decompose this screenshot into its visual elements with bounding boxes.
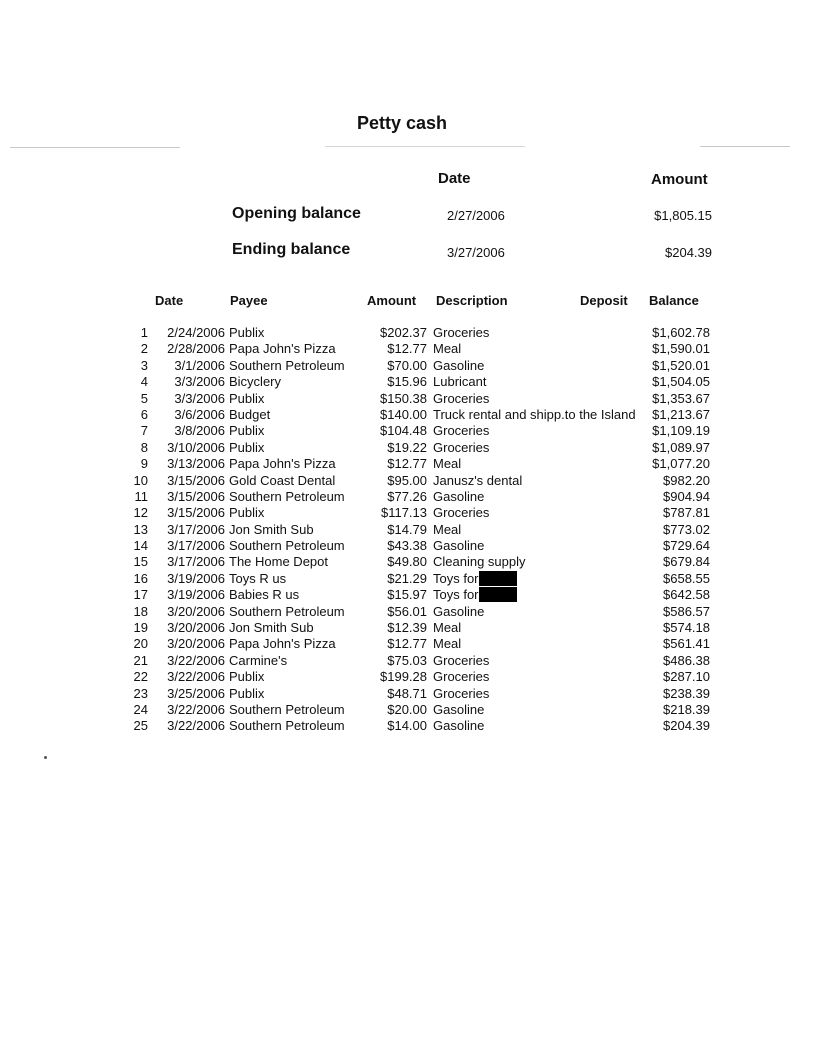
row-amount: $12.77 xyxy=(387,456,427,472)
row-number: 4 xyxy=(140,374,148,390)
column-header-deposit: Deposit xyxy=(580,293,628,308)
row-amount: $104.48 xyxy=(380,423,427,439)
ending-balance-label: Ending balance xyxy=(232,241,351,258)
row-date: 3/17/2006 xyxy=(167,554,225,570)
table-row xyxy=(0,423,816,439)
row-date: 3/22/2006 xyxy=(167,669,225,685)
row-payee: Publix xyxy=(229,439,265,455)
row-amount: $95.00 xyxy=(387,472,427,488)
row-date: 3/17/2006 xyxy=(167,521,225,537)
row-date: 3/19/2006 xyxy=(167,570,225,586)
table-row xyxy=(0,554,816,570)
row-description: Gasoline xyxy=(433,603,485,619)
row-description: Truck rental and shipp.to the Island xyxy=(433,406,636,422)
row-number: 5 xyxy=(140,390,148,406)
row-amount: $12.77 xyxy=(387,341,427,357)
row-balance: $586.57 xyxy=(663,603,710,619)
row-date: 3/22/2006 xyxy=(167,701,225,717)
row-description: Gasoline xyxy=(433,718,485,734)
row-balance: $904.94 xyxy=(663,488,710,504)
row-description: Groceries xyxy=(433,685,490,701)
column-header-date: Date xyxy=(155,293,184,308)
row-description: Groceries xyxy=(433,439,490,455)
table-row xyxy=(0,718,816,734)
row-balance: $729.64 xyxy=(663,538,710,554)
ledger-table xyxy=(0,325,816,735)
row-balance: $773.02 xyxy=(663,521,710,537)
row-payee: Toys R us xyxy=(229,570,287,586)
row-description: Toys for xyxy=(433,571,517,587)
row-balance: $574.18 xyxy=(663,620,710,636)
opening-balance-amount: $1,805.15 xyxy=(654,208,712,223)
row-description: Groceries xyxy=(433,325,490,340)
table-row xyxy=(0,341,816,357)
row-balance: $1,504.05 xyxy=(652,374,710,390)
row-balance: $1,590.01 xyxy=(652,341,710,357)
row-payee: Papa John's Pizza xyxy=(229,456,336,472)
row-balance: $642.58 xyxy=(663,587,710,603)
table-row xyxy=(0,407,816,423)
table-row xyxy=(0,686,816,702)
row-number: 24 xyxy=(133,701,148,717)
redaction-box xyxy=(479,587,517,602)
row-description: Meal xyxy=(433,636,462,652)
row-amount: $12.39 xyxy=(387,620,427,636)
scan-artifact-line xyxy=(700,146,790,147)
row-description: Meal xyxy=(433,341,462,357)
row-date: 2/28/2006 xyxy=(167,341,225,357)
table-row xyxy=(0,325,816,341)
row-balance: $1,602.78 xyxy=(652,325,710,340)
row-description: Groceries xyxy=(433,390,490,406)
row-payee: Southern Petroleum xyxy=(229,718,345,734)
row-number: 25 xyxy=(133,718,148,734)
column-header-balance: Balance xyxy=(649,293,699,308)
row-date: 2/24/2006 xyxy=(167,325,225,340)
summary-date-header: Date xyxy=(438,170,471,187)
row-number: 18 xyxy=(133,603,148,619)
row-date: 3/1/2006 xyxy=(174,357,225,373)
row-payee: Papa John's Pizza xyxy=(229,636,336,652)
row-description: Janusz's dental xyxy=(433,472,523,488)
row-description: Groceries xyxy=(433,652,490,668)
column-header-amount: Amount xyxy=(367,293,417,308)
scan-artifact-line xyxy=(10,147,180,148)
row-description: Meal xyxy=(433,521,462,537)
table-row xyxy=(0,538,816,554)
row-balance: $982.20 xyxy=(663,472,710,488)
row-description: Gasoline xyxy=(433,357,485,373)
row-number: 7 xyxy=(140,423,148,439)
row-number: 15 xyxy=(133,554,148,570)
page-title: Petty cash xyxy=(356,113,448,133)
row-number: 10 xyxy=(133,472,148,488)
row-amount: $14.79 xyxy=(387,521,427,537)
row-amount: $75.03 xyxy=(387,652,427,668)
row-date: 3/22/2006 xyxy=(167,718,225,734)
table-row xyxy=(0,669,816,685)
row-balance: $486.38 xyxy=(663,652,710,668)
row-payee: Papa John's Pizza xyxy=(229,341,336,357)
ending-balance-date: 3/27/2006 xyxy=(447,245,505,260)
row-date: 3/22/2006 xyxy=(167,652,225,668)
row-number: 19 xyxy=(133,620,148,636)
scan-artifact-dot xyxy=(44,756,47,759)
row-amount: $49.80 xyxy=(387,554,427,570)
row-balance: $238.39 xyxy=(663,685,710,701)
row-amount: $70.00 xyxy=(387,357,427,373)
row-amount: $19.22 xyxy=(387,439,427,455)
row-payee: Publix xyxy=(229,685,265,701)
table-row xyxy=(0,620,816,636)
table-row xyxy=(0,473,816,489)
row-balance: $218.39 xyxy=(663,701,710,717)
row-amount: $56.01 xyxy=(387,603,427,619)
row-description: Meal xyxy=(433,456,462,472)
row-amount: $14.00 xyxy=(387,718,427,734)
row-description: Groceries xyxy=(433,669,490,685)
table-row xyxy=(0,489,816,505)
row-payee: Publix xyxy=(229,325,265,340)
row-date: 3/20/2006 xyxy=(167,603,225,619)
row-number: 23 xyxy=(133,685,148,701)
row-number: 1 xyxy=(140,325,148,340)
row-date: 3/3/2006 xyxy=(174,390,225,406)
row-date: 3/19/2006 xyxy=(167,587,225,603)
row-date: 3/6/2006 xyxy=(174,406,225,422)
table-row xyxy=(0,505,816,521)
row-payee: Babies R us xyxy=(229,587,300,603)
row-payee: Gold Coast Dental xyxy=(229,472,336,488)
row-description: Groceries xyxy=(433,505,490,521)
row-description: Toys for xyxy=(433,587,517,603)
row-description: Gasoline xyxy=(433,538,485,554)
row-payee: Publix xyxy=(229,390,265,406)
row-amount: $202.37 xyxy=(380,325,427,340)
row-number: 13 xyxy=(133,521,148,537)
opening-balance-label: Opening balance xyxy=(232,205,361,222)
row-payee: Publix xyxy=(229,423,265,439)
row-balance: $204.39 xyxy=(663,718,710,734)
ending-balance-amount: $204.39 xyxy=(665,245,712,260)
row-payee: Publix xyxy=(229,669,265,685)
row-date: 3/25/2006 xyxy=(167,685,225,701)
row-date: 3/15/2006 xyxy=(167,472,225,488)
column-header-description: Description xyxy=(436,293,508,308)
row-balance: $287.10 xyxy=(663,669,710,685)
row-description: Gasoline xyxy=(433,488,485,504)
row-date: 3/15/2006 xyxy=(167,505,225,521)
row-payee: Jon Smith Sub xyxy=(229,620,314,636)
row-date: 3/13/2006 xyxy=(167,456,225,472)
row-number: 12 xyxy=(133,505,148,521)
row-balance: $658.55 xyxy=(663,570,710,586)
row-number: 6 xyxy=(140,406,148,422)
row-number: 3 xyxy=(140,357,148,373)
row-payee: The Home Depot xyxy=(229,554,328,570)
row-number: 9 xyxy=(140,456,148,472)
row-amount: $77.26 xyxy=(387,488,427,504)
row-number: 2 xyxy=(140,341,148,357)
row-balance: $1,213.67 xyxy=(652,406,710,422)
table-row xyxy=(0,374,816,390)
table-row xyxy=(0,358,816,374)
row-payee: Publix xyxy=(229,505,265,521)
row-balance: $1,089.97 xyxy=(652,439,710,455)
row-amount: $15.97 xyxy=(387,587,427,603)
row-payee: Southern Petroleum xyxy=(229,603,345,619)
scan-artifact-line xyxy=(325,146,525,147)
row-number: 14 xyxy=(133,538,148,554)
row-number: 20 xyxy=(133,636,148,652)
row-balance: $561.41 xyxy=(663,636,710,652)
row-number: 16 xyxy=(133,570,148,586)
row-number: 21 xyxy=(133,652,148,668)
table-row xyxy=(0,636,816,652)
row-date: 3/3/2006 xyxy=(174,374,225,390)
row-payee: Bicyclery xyxy=(229,374,282,390)
row-amount: $43.38 xyxy=(387,538,427,554)
opening-balance-date: 2/27/2006 xyxy=(447,208,505,223)
row-payee: Southern Petroleum xyxy=(229,701,345,717)
row-payee: Southern Petroleum xyxy=(229,357,345,373)
table-row xyxy=(0,391,816,407)
row-description: Meal xyxy=(433,620,462,636)
row-date: 3/17/2006 xyxy=(167,538,225,554)
row-amount: $140.00 xyxy=(380,406,427,422)
table-row xyxy=(0,571,816,587)
row-amount: $15.96 xyxy=(387,374,427,390)
row-balance: $1,077.20 xyxy=(652,456,710,472)
row-number: 11 xyxy=(134,488,148,504)
row-payee: Jon Smith Sub xyxy=(229,521,314,537)
row-date: 3/20/2006 xyxy=(167,636,225,652)
row-payee: Southern Petroleum xyxy=(229,538,345,554)
row-date: 3/8/2006 xyxy=(174,423,225,439)
row-description: Groceries xyxy=(433,423,490,439)
row-payee: Budget xyxy=(229,406,271,422)
row-amount: $12.77 xyxy=(387,636,427,652)
row-description: Gasoline xyxy=(433,701,485,717)
row-number: 17 xyxy=(133,587,148,603)
row-amount: $21.29 xyxy=(387,570,427,586)
row-balance: $787.81 xyxy=(663,505,710,521)
row-amount: $117.13 xyxy=(380,505,427,521)
row-date: 3/15/2006 xyxy=(167,488,225,504)
row-balance: $1,109.19 xyxy=(652,423,710,439)
table-row xyxy=(0,587,816,603)
row-payee: Southern Petroleum xyxy=(229,488,345,504)
row-amount: $150.38 xyxy=(380,390,427,406)
column-header-payee: Payee xyxy=(230,293,268,308)
row-number: 8 xyxy=(140,439,148,455)
row-balance: $1,353.67 xyxy=(652,390,710,406)
row-balance: $1,520.01 xyxy=(652,357,710,373)
row-date: 3/10/2006 xyxy=(167,439,225,455)
table-row xyxy=(0,440,816,456)
table-row xyxy=(0,522,816,538)
row-payee: Carmine's xyxy=(229,652,288,668)
summary-amount-header: Amount xyxy=(651,171,708,188)
table-row xyxy=(0,702,816,718)
table-row xyxy=(0,456,816,472)
row-amount: $48.71 xyxy=(387,685,427,701)
row-amount: $20.00 xyxy=(387,701,427,717)
row-description: Lubricant xyxy=(433,374,487,390)
row-date: 3/20/2006 xyxy=(167,620,225,636)
row-description: Cleaning supply xyxy=(433,554,526,570)
row-number: 22 xyxy=(133,669,148,685)
redaction-box xyxy=(479,571,517,586)
row-amount: $199.28 xyxy=(380,669,427,685)
row-balance: $679.84 xyxy=(663,554,710,570)
table-row xyxy=(0,653,816,669)
table-row xyxy=(0,604,816,620)
